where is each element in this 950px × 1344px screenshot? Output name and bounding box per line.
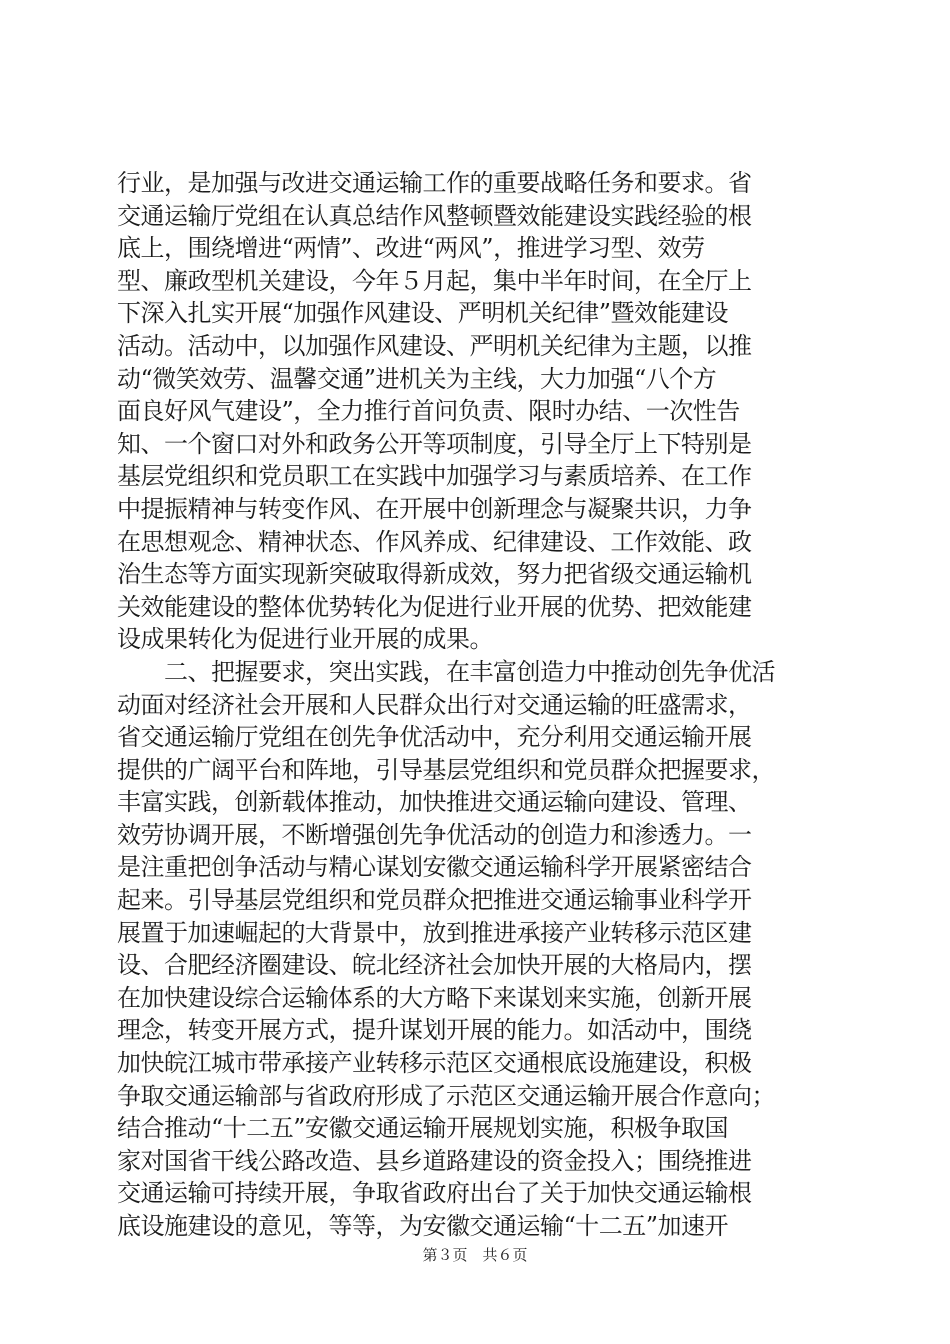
text-line: 丰富实践，创新载体推动，加快推进交通运输向建设、管理、 <box>117 788 752 817</box>
text-line: 加快皖江城市带承接产业转移示范区交通根底设施建设，积极 <box>117 1049 752 1078</box>
text-line: 设、合肥经济圈建设、皖北经济社会加快开展的大格局内，摆 <box>117 951 752 980</box>
text-line: 交通运输厅党组在认真总结作风整顿暨效能建设实践经验的根 <box>117 201 752 230</box>
text-line: 中提振精神与转变作风、在开展中创新理念与凝聚共识，力争 <box>117 494 752 523</box>
text-line: 提供的广阔平台和阵地，引导基层党组织和党员群众把握要求， <box>117 755 775 784</box>
text-line: 面良好风气建设”，全力推行首问负责、限时办结、一次性告 <box>117 397 740 426</box>
text-line: 设成果转化为促进行业开展的成果。 <box>117 625 493 654</box>
text-line: 活动。活动中，以加强作风建设、严明机关纪律为主题，以推 <box>117 331 752 360</box>
text-line: 在加快建设综合运输体系的大方略下来谋划来实施，创新开展 <box>117 983 752 1012</box>
text-line: 省交通运输厅党组在创先争优活动中，充分利用交通运输开展 <box>117 723 752 752</box>
text-line: 下深入扎实开展“加强作风建设、严明机关纪律”暨效能建设 <box>117 299 729 328</box>
text-line: 展置于加速崛起的大背景中，放到推进承接产业转移示范区建 <box>117 918 752 947</box>
text-line: 动“微笑效劳、温馨交通”进机关为主线，大力加强“八个方 <box>117 364 717 393</box>
text-line: 关效能建设的整体优势转化为促进行业开展的优势、把效能建 <box>117 592 752 621</box>
text-line: 家对国省干线公路改造、县乡道路建设的资金投入；围绕推进 <box>117 1146 752 1175</box>
text-line: 在思想观念、精神状态、作风养成、纪律建设、工作效能、政 <box>117 527 752 556</box>
text-line: 基层党组织和党员职工在实践中加强学习与素质培养、在工作 <box>117 462 752 491</box>
text-line: 理念，转变开展方式，提升谋划开展的能力。如活动中，围绕 <box>117 1016 752 1045</box>
text-line: 治生态等方面实现新突破取得新成效，努力把省级交通运输机 <box>117 560 752 589</box>
text-line: 效劳协调开展，不断增强创先争优活动的创造力和渗透力。一 <box>117 820 752 849</box>
text-line: 型、廉政型机关建设，今年５月起，集中半年时间，在全厅上 <box>117 266 752 295</box>
text-line: 结合推动“十二五”安徽交通运输开展规划实施，积极争取国 <box>117 1114 729 1143</box>
text-line: 动面对经济社会开展和人民群众出行对交通运输的旺盛需求， <box>117 690 752 719</box>
text-line: 二、把握要求，突出实践，在丰富创造力中推动创先争优活 <box>117 657 775 686</box>
text-line: 是注重把创争活动与精心谋划安徽交通运输科学开展紧密结合 <box>117 853 752 882</box>
text-line: 交通运输可持续开展，争取省政府出台了关于加快交通运输根 <box>117 1179 752 1208</box>
body-text <box>117 167 832 1243</box>
page-footer: 第３页 共６页 <box>422 1246 528 1264</box>
text-line: 底设施建设的意见，等等，为安徽交通运输“十二五”加速开 <box>117 1212 729 1240</box>
text-line: 知、一个窗口对外和政务公开等项制度，引导全厅上下特别是 <box>117 429 752 458</box>
text-line: 底上，围绕增进“两情”、改进“两风”，推进学习型、效劳 <box>117 234 705 263</box>
text-line: 行业，是加强与改进交通运输工作的重要战略任务和要求。省 <box>117 169 752 197</box>
text-line: 争取交通运输部与省政府形成了示范区交通运输开展合作意向； <box>117 1081 775 1110</box>
text-line: 起来。引导基层党组织和党员群众把推进交通运输事业科学开 <box>117 886 752 915</box>
